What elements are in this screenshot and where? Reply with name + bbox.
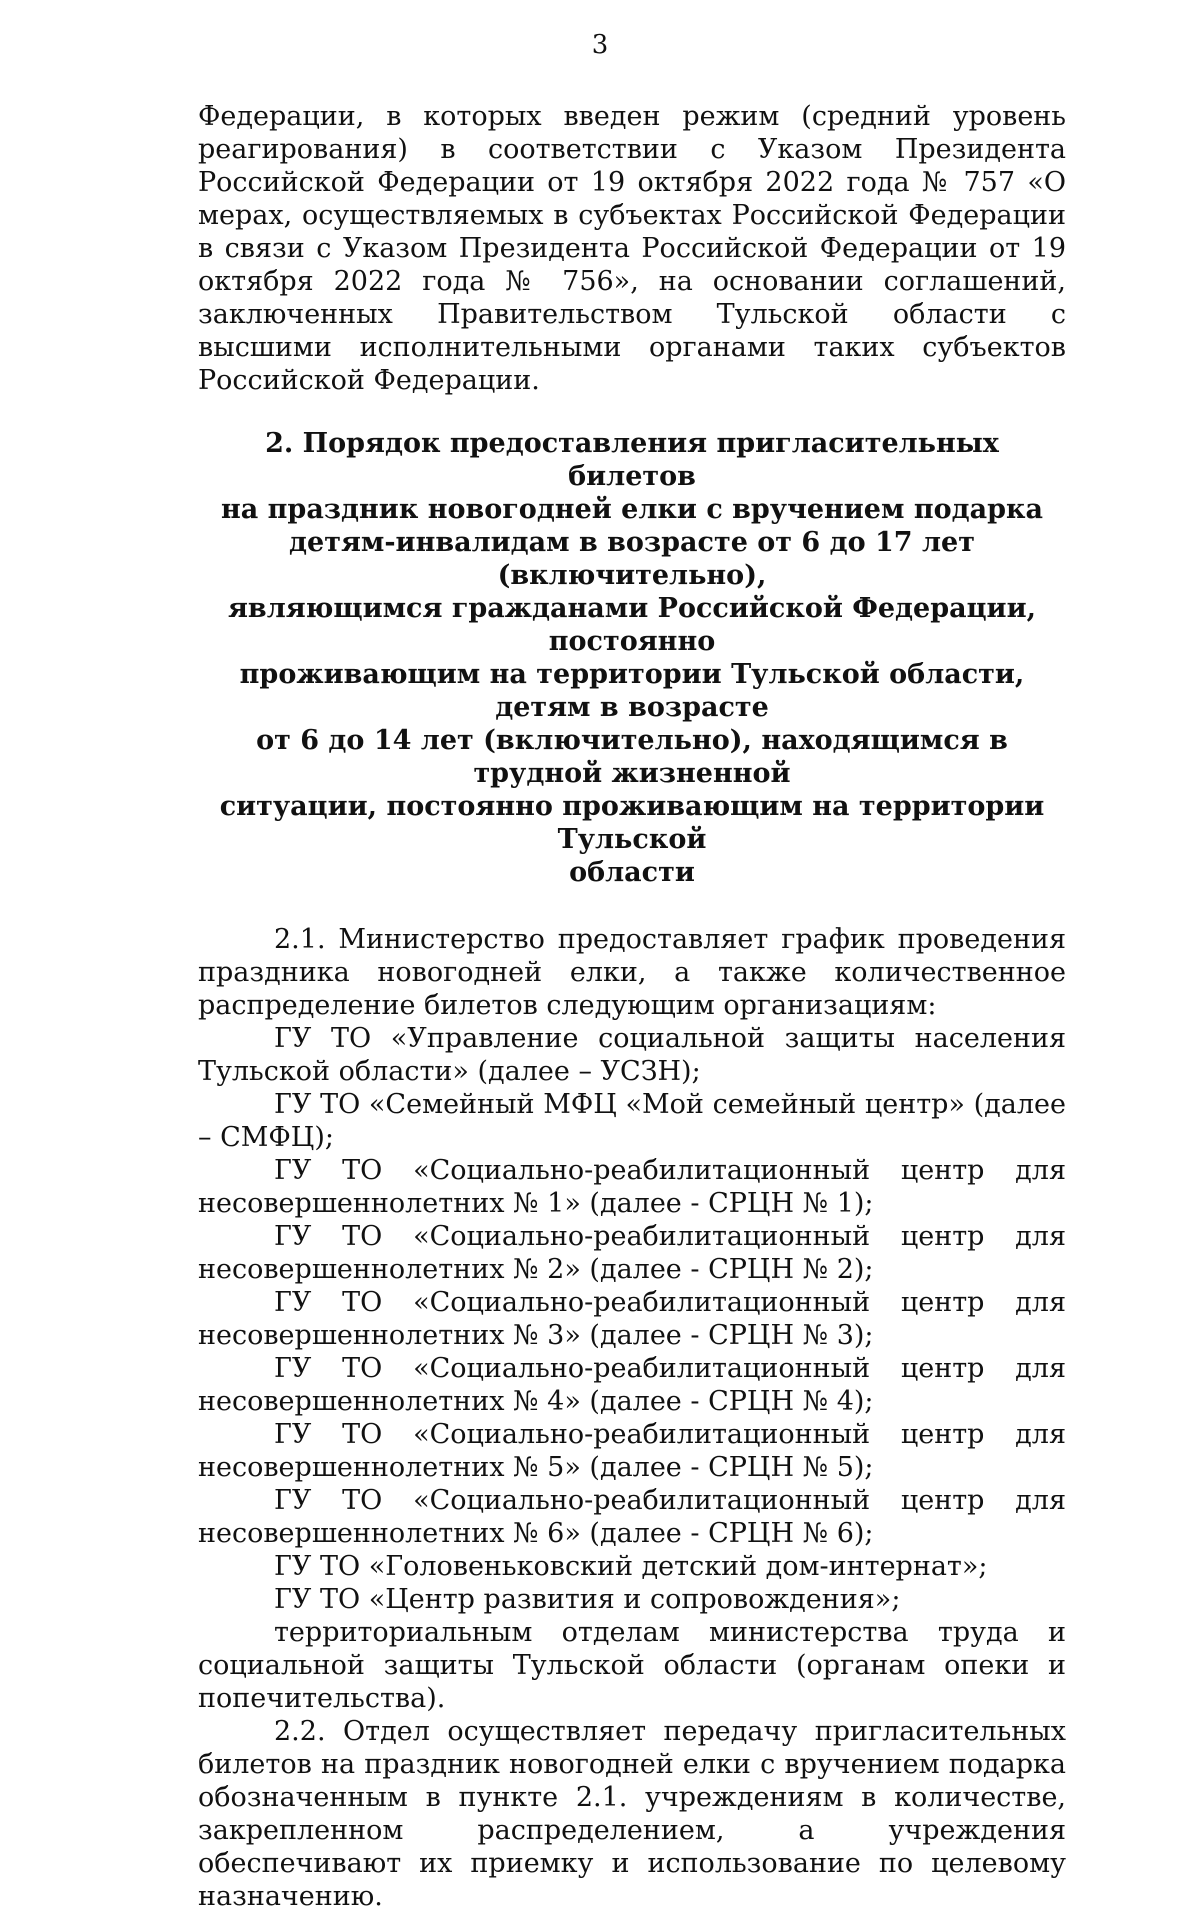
section-heading (198, 427, 1066, 889)
section-heading-line: области (569, 857, 695, 888)
organization-item: ГУ ТО «Семейный МФЦ «Мой семейный центр» (далее – СМФЦ); (198, 1089, 1066, 1153)
paragraph-2-2: 2.2. Отдел осуществляет передачу пригласительных билетов на праздник новогодней елки с вручением подарка обозначенным в пункте 2.1. учреждениям в количестве, закрепленном распределением, а учреждения обеспечивают их приемку и использование по целевому назначению. (198, 1716, 1066, 1912)
organization-item: ГУ ТО «Социально-реабилитационный центр для несовершеннолетних № 4» (далее - СРЦН № 4); (198, 1353, 1066, 1417)
section-heading-line: проживающим на территории Тульской области, детям в возрасте (239, 659, 1025, 723)
organization-item: ГУ ТО «Социально-реабилитационный центр для несовершеннолетних № 6» (далее - СРЦН № 6); (198, 1485, 1066, 1549)
organization-item: ГУ ТО «Социально-реабилитационный центр для несовершеннолетних № 3» (далее - СРЦН № 3); (198, 1287, 1066, 1351)
section-heading-line: 2. Порядок предоставления пригласительных билетов (265, 428, 999, 492)
section-heading-line: ситуации, постоянно проживающим на территории Тульской (219, 791, 1045, 855)
organization-item: ГУ ТО «Головеньковский детский дом-интернат»; (274, 1551, 988, 1582)
section-heading-line: детям-инвалидам в возрасте от 6 до 17 лет (включительно), (289, 527, 975, 591)
section-heading-line: от 6 до 14 лет (включительно), находящимся в трудной жизненной (256, 725, 1008, 789)
document-body (198, 100, 1066, 1913)
organization-item: ГУ ТО «Центр развития и сопровождения»; (274, 1584, 901, 1615)
paragraph-2-1: 2.1. Министерство предоставляет график проведения праздника новогодней елки, а также количественное распределение билетов следующим организациям: (198, 924, 1066, 1021)
section-heading-line: на праздник новогодней елки с вручением подарка (221, 494, 1043, 525)
organization-item: территориальным отделам министерства труда и социальной защиты Тульской области (органам опеки и попечительства). (198, 1617, 1066, 1714)
organization-item: ГУ ТО «Социально-реабилитационный центр для несовершеннолетних № 1» (далее - СРЦН № 1); (198, 1155, 1066, 1219)
section-heading-line: являющимся гражданами Российской Федерации, постоянно (227, 593, 1037, 657)
intro-paragraph: Федерации, в которых введен режим (средний уровень реагирования) в соответствии с Указом Президента Российской Федерации от 19 октября 2022 года № 757 «О мерах, осуществляемых в субъектах Российской Федерации в связи с Указом Президента Российской Федерации от 19 октября 2022 года № 756», на основании соглашений, заключенных Правительством Тульской области с высшими исполнительными органами таких субъектов Российской Федерации. (198, 101, 1066, 396)
organization-item: ГУ ТО «Социально-реабилитационный центр для несовершеннолетних № 5» (далее - СРЦН № 5); (198, 1419, 1066, 1483)
organization-item: ГУ ТО «Управление социальной защиты населения Тульской области» (далее – УСЗН); (198, 1023, 1066, 1087)
page-number: 3 (591, 30, 609, 60)
organization-item: ГУ ТО «Социально-реабилитационный центр для несовершеннолетних № 2» (далее - СРЦН № 2); (198, 1221, 1066, 1285)
